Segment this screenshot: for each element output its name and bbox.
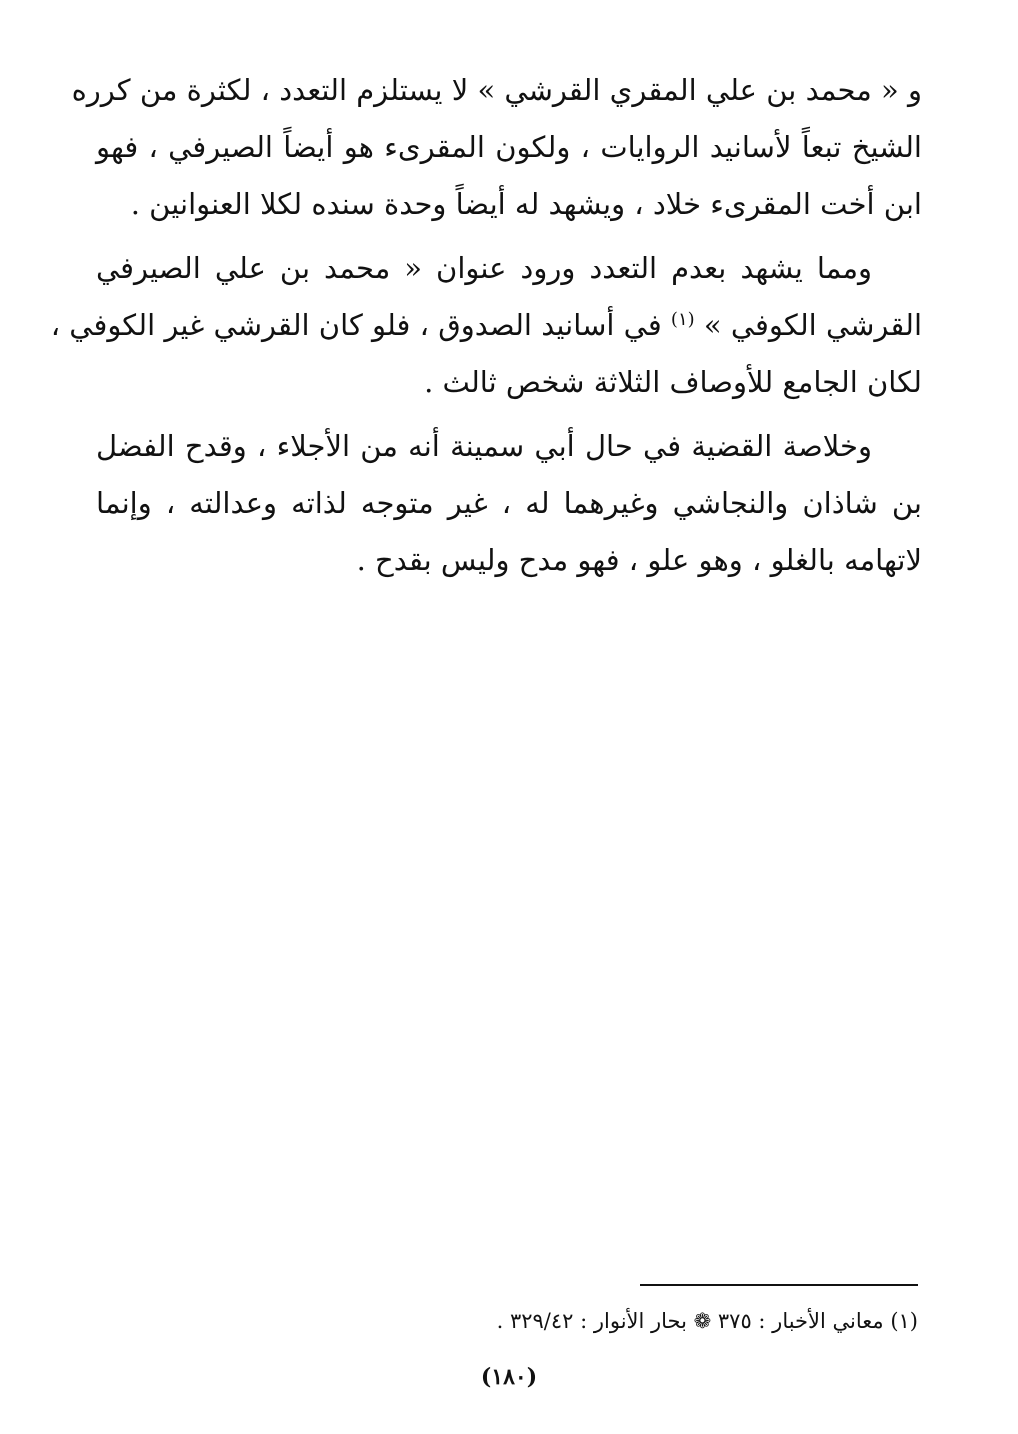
page-number: (١٨٠) <box>480 1364 538 1390</box>
footnote: (١) معاني الأخبار : ٣٧٥ ❁ بحار الأنوار : ٣٢٩/٤٢ . <box>496 1309 918 1333</box>
text-line: لاتهامه بالغلو ، وهو علو ، فهو مدح وليس بقدح . <box>356 543 922 577</box>
text-line: و « محمد بن علي المقري القرشي » لا يستلزم التعدد ، لكثرة من كرره <box>71 73 922 107</box>
footnote-divider <box>640 1284 918 1286</box>
text-segment: في أسانيد الصدوق ، فلو كان القرشي غير الكوفي ، <box>50 308 671 342</box>
main-text <box>50 62 922 589</box>
text-line: الشيخ تبعاً لأسانيد الروايات ، ولكون المقرىء هو أيضاً الصيرفي ، فهو <box>96 130 922 164</box>
text-line: لكان الجامع للأوصاف الثلاثة شخص ثالث . <box>424 365 922 399</box>
text-line <box>50 297 922 354</box>
text-line: بن شاذان والنجاشي وغيرهما له ، غير متوجه لذاته وعدالته ، وإنما <box>96 486 922 520</box>
text-line: ابن أخت المقرىء خلاد ، ويشهد له أيضاً وحدة سنده لكلا العنوانين . <box>130 187 922 221</box>
text-line: ومما يشهد بعدم التعدد ورود عنوان « محمد بن علي الصيرفي <box>96 251 872 285</box>
paragraph-2 <box>50 240 922 411</box>
paragraph-1 <box>71 62 922 233</box>
text-line: وخلاصة القضية في حال أبي سمينة أنه من الأجلاء ، وقدح الفضل <box>96 429 872 463</box>
paragraph-3 <box>96 418 922 589</box>
text-segment: القرشي الكوفي » <box>703 308 922 342</box>
footnote-reference[interactable]: (١) <box>670 309 695 330</box>
